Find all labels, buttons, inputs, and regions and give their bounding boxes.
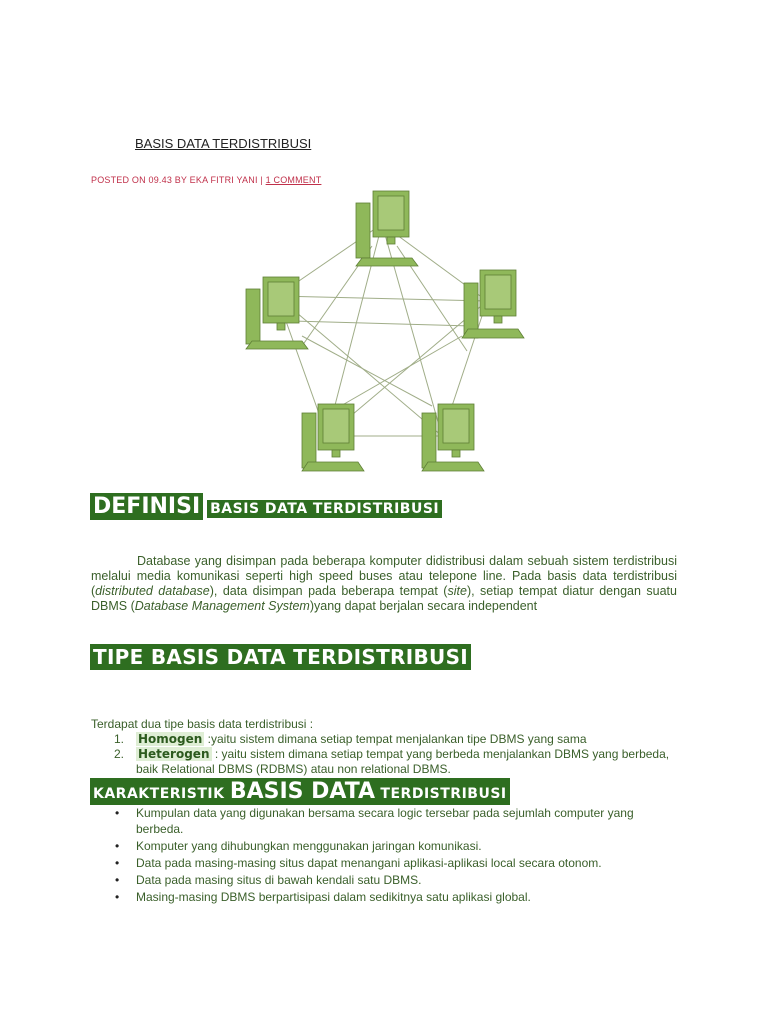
computer-node xyxy=(462,270,524,338)
list-item xyxy=(110,839,670,855)
karakteristik-heading-part-3: TERDISTRIBUSI xyxy=(375,786,507,802)
computer-node xyxy=(302,404,364,471)
definisi-text-3: ), setiap tempat diatur dengan suatu DBMS ( xyxy=(91,584,677,613)
list-item xyxy=(110,856,670,872)
definisi-heading xyxy=(90,494,442,521)
bullet-icon: • xyxy=(115,872,120,887)
definisi-text-1: Database yang disimpan pada beberapa komputer didistribusi dalam sebuah sistem terdistribusi melalui media komunikasi seperti high speed buses atau telepone line. Pada basis data terdistribusi ( xyxy=(91,554,677,598)
tipe-keyword: Heterogen xyxy=(138,747,210,761)
list-item xyxy=(110,747,670,777)
list-number: 1. xyxy=(114,732,125,746)
karakteristik-heading xyxy=(90,778,510,805)
computer-node xyxy=(246,277,308,349)
computer-node xyxy=(356,191,418,266)
link xyxy=(277,296,487,301)
page-title: BASIS DATA TERDISTRIBUSI xyxy=(135,136,312,151)
tipe-intro: Terdapat dua tipe basis data terdistribusi : xyxy=(91,717,314,731)
list-number: 2. xyxy=(114,747,125,761)
definisi-italic-3: Database Management System xyxy=(134,599,310,613)
list-item-text: Data pada masing situs di bawah kendali satu DBMS. xyxy=(136,872,422,887)
karakteristik-heading-part-2: BASIS DATA xyxy=(229,779,376,804)
post-meta xyxy=(91,175,321,185)
tipe-keyword: Homogen xyxy=(138,732,203,746)
list-item-text: Masing-masing DBMS berpartisipasi dalam sedikitnya satu aplikasi global. xyxy=(136,889,531,904)
definisi-heading-word: DEFINISI xyxy=(90,493,203,520)
tipe-description: : yaitu sistem dimana setiap tempat yang berbeda menjalankan DBMS yang berbeda, baik Relational DBMS (RDBMS) atau non relational DBMS. xyxy=(136,747,670,776)
link xyxy=(302,336,432,406)
list-item-text: Kumpulan data yang digunakan bersama secara logic tersebar pada sejumlah computer yang berbeda. xyxy=(136,806,634,836)
definisi-text-2: ), data disimpan pada beberapa tempat ( xyxy=(209,584,448,598)
network-diagram xyxy=(232,186,532,476)
list-item xyxy=(110,890,670,906)
bullet-icon: • xyxy=(115,855,120,870)
definisi-heading-rest: BASIS DATA TERDISTRIBUSI xyxy=(207,500,442,518)
link xyxy=(292,321,472,326)
karakteristik-list xyxy=(110,806,670,907)
definisi-italic-2: site xyxy=(447,584,467,598)
tipe-list xyxy=(110,732,670,777)
definisi-text-4: )yang dapat berjalan secara independent xyxy=(309,599,538,613)
list-item-text: Data pada masing-masing situs dapat menangani aplikasi-aplikasi local secara otonom. xyxy=(136,855,602,870)
bullet-icon: • xyxy=(115,889,120,904)
bullet-icon: • xyxy=(115,838,120,853)
computer-keyboard xyxy=(356,258,418,266)
computer-node xyxy=(422,404,484,471)
bullet-icon: • xyxy=(115,806,120,820)
comment-link[interactable]: 1 COMMENT xyxy=(265,175,322,185)
tipe-heading: TIPE BASIS DATA TERDISTRIBUSI xyxy=(90,644,471,670)
link xyxy=(382,224,442,436)
list-item xyxy=(110,806,670,837)
list-item xyxy=(110,873,670,889)
definisi-paragraph xyxy=(91,554,677,614)
definisi-italic-1: distributed database xyxy=(95,584,210,598)
link xyxy=(332,336,462,411)
list-item xyxy=(110,732,670,747)
post-meta-text: POSTED ON 09.43 BY EKA FITRI YANI | xyxy=(91,175,266,185)
list-item-text: Komputer yang dihubungkan menggunakan jaringan komunikasi. xyxy=(136,838,482,853)
computer-tower xyxy=(356,203,370,258)
karakteristik-heading-part-1: KARAKTERISTIK xyxy=(93,786,230,802)
tipe-description: :yaitu sistem dimana setiap tempat menjalankan tipe DBMS yang sama xyxy=(204,732,587,746)
